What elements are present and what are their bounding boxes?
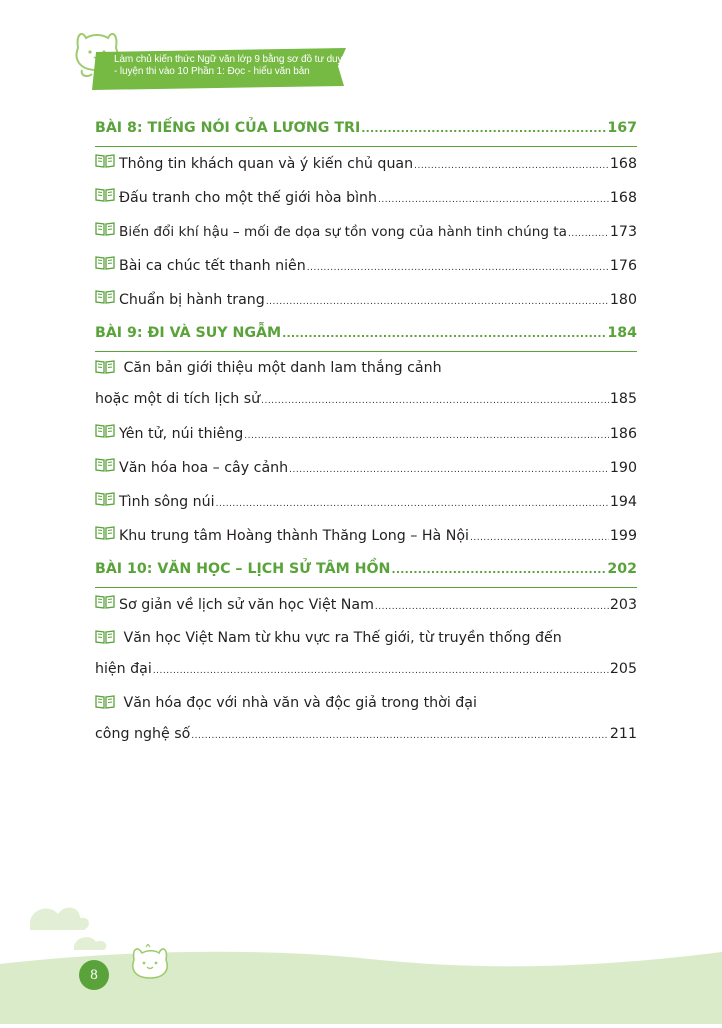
entry-page: 203	[609, 597, 637, 613]
dot-leader	[244, 426, 609, 446]
toc-entry-first-line	[95, 352, 637, 383]
entry-page: 205	[609, 661, 637, 677]
dot-leader	[282, 324, 606, 344]
dot-leader	[191, 726, 609, 746]
footer-hills	[0, 900, 722, 1028]
toc-entry-first-line	[95, 622, 637, 653]
header-banner	[88, 44, 348, 94]
entry-page: 176	[609, 258, 637, 274]
dot-leader	[414, 156, 609, 176]
book-icon	[95, 457, 115, 472]
toc-entry[interactable]	[95, 718, 637, 752]
section-page: 202	[607, 561, 637, 577]
header-line-2: - luyện thi vào 10 Phần 1: Đọc - hiểu văn bản	[114, 66, 310, 77]
page-number: 8	[79, 960, 109, 990]
entry-title: Chuẩn bị hành trang	[119, 292, 265, 308]
entry-page: 186	[609, 426, 637, 442]
dot-leader	[289, 460, 609, 480]
book-icon	[95, 491, 115, 506]
dot-leader	[391, 560, 606, 580]
dot-leader	[266, 292, 609, 312]
toc-entry[interactable]	[95, 215, 637, 249]
toc-entry[interactable]	[95, 451, 637, 485]
entry-page: 173	[609, 224, 637, 240]
book-icon	[95, 594, 115, 609]
section-title: BÀI 10: VĂN HỌC – LỊCH SỬ TÂM HỒN	[95, 561, 391, 577]
entry-page: 199	[609, 528, 637, 544]
section-heading[interactable]	[95, 553, 637, 587]
entry-title-line-1: Văn học Việt Nam từ khu vực ra Thế giới, từ truyền thống đến	[123, 630, 562, 646]
section-page: 167	[607, 120, 637, 136]
book-icon	[95, 187, 115, 202]
entry-title-line-1: Căn bản giới thiệu một danh lam thắng cảnh	[123, 360, 442, 376]
entry-page: 168	[609, 156, 637, 172]
entry-page: 211	[609, 726, 637, 742]
dot-leader	[216, 494, 609, 514]
book-icon	[95, 289, 115, 304]
section-title: BÀI 9: ĐI VÀ SUY NGẪM	[95, 325, 282, 341]
entry-title: Đấu tranh cho một thế giới hòa bình	[119, 190, 378, 206]
book-icon	[95, 255, 115, 270]
toc-entry[interactable]	[95, 383, 637, 417]
book-icon	[95, 423, 115, 438]
entry-title: Yên tử, núi thiêng	[119, 426, 244, 442]
section-page: 184	[607, 325, 637, 341]
entry-title: Văn hóa hoa – cây cảnh	[119, 460, 289, 476]
entry-title: hoặc một di tích lịch sử	[95, 391, 261, 407]
toc-entry[interactable]	[95, 181, 637, 215]
toc-entry[interactable]	[95, 147, 637, 181]
book-icon	[95, 629, 115, 644]
dot-leader	[375, 597, 609, 617]
book-icon	[95, 694, 115, 709]
entry-page: 168	[609, 190, 637, 206]
toc-entry[interactable]	[95, 417, 637, 451]
dot-leader	[307, 258, 609, 278]
entry-title: Bài ca chúc tết thanh niên	[119, 258, 306, 274]
section-heading[interactable]	[95, 112, 637, 146]
dot-leader	[261, 391, 609, 411]
entry-title: Thông tin khách quan và ý kiến chủ quan	[119, 156, 414, 172]
entry-title: công nghệ số	[95, 726, 191, 742]
toc-entry[interactable]	[95, 283, 637, 317]
toc-entry[interactable]	[95, 249, 637, 283]
entry-title: Khu trung tâm Hoàng thành Thăng Long – Hà Nội	[119, 528, 469, 544]
entry-page: 190	[609, 460, 637, 476]
entry-page: 180	[609, 292, 637, 308]
toc-entry[interactable]	[95, 485, 637, 519]
book-icon	[95, 359, 115, 374]
entry-page: 194	[609, 494, 637, 510]
book-icon	[95, 525, 115, 540]
entry-title: Biến đổi khí hậu – mối đe dọa sự tồn vong của hành tinh chúng ta	[119, 224, 567, 240]
header-line-1: Làm chủ kiến thức Ngữ văn lớp 9 bằng sơ đồ tư duy	[114, 54, 343, 65]
section-title: BÀI 8: TIẾNG NÓI CỦA LƯƠNG TRI	[95, 120, 361, 136]
toc-entry[interactable]	[95, 519, 637, 553]
dot-leader	[568, 224, 609, 244]
toc-entry[interactable]	[95, 588, 637, 622]
dot-leader	[361, 119, 606, 139]
dot-leader	[153, 661, 609, 681]
table-of-contents	[95, 112, 637, 752]
entry-title: Sơ giản về lịch sử văn học Việt Nam	[119, 597, 374, 613]
entry-title: hiện đại	[95, 661, 152, 677]
toc-entry-first-line	[95, 687, 637, 718]
section-heading[interactable]	[95, 317, 637, 351]
dot-leader	[378, 190, 609, 210]
dot-leader	[470, 528, 609, 548]
cat-mascot-icon	[128, 944, 172, 988]
book-icon	[95, 221, 115, 236]
entry-title: Tình sông núi	[119, 494, 215, 510]
entry-page: 185	[609, 391, 637, 407]
entry-title-line-1: Văn hóa đọc với nhà văn và độc giả trong thời đại	[123, 695, 477, 711]
toc-entry[interactable]	[95, 653, 637, 687]
book-icon	[95, 153, 115, 168]
